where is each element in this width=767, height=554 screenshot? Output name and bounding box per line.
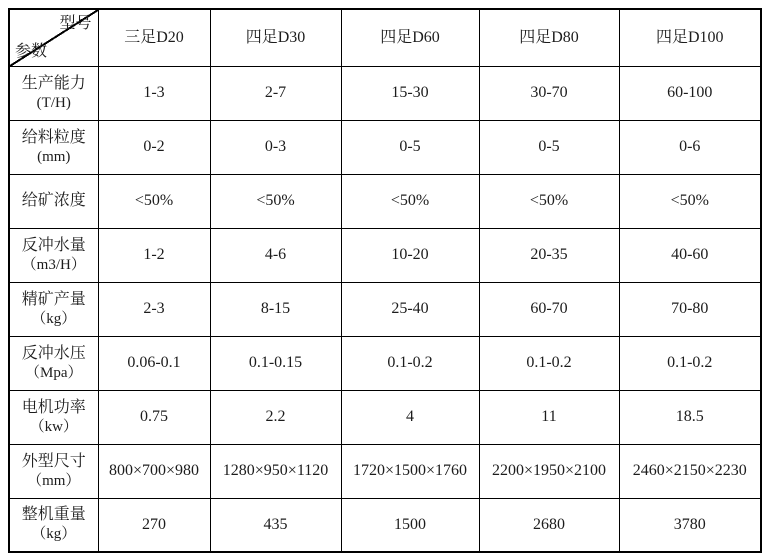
table-row (9, 498, 761, 552)
cell: 70-80 (619, 282, 761, 336)
table-row (9, 120, 761, 174)
cell: 4-6 (210, 228, 341, 282)
row-header (9, 282, 98, 336)
cell: 0.06-0.1 (98, 336, 210, 390)
cell: 0-5 (341, 120, 479, 174)
row-unit: （kg） (31, 310, 77, 327)
table-row (9, 66, 761, 120)
cell: <50% (619, 174, 761, 228)
row-label: 精矿产量 (21, 290, 86, 308)
row-header (9, 498, 98, 552)
row-unit: （kg） (31, 526, 77, 543)
row-header (9, 120, 98, 174)
cell: <50% (98, 174, 210, 228)
row-label: 整机重量 (21, 506, 86, 524)
cell: 2-3 (98, 282, 210, 336)
cell: <50% (210, 174, 341, 228)
cell: <50% (479, 174, 619, 228)
cell: 2.2 (210, 390, 341, 444)
row-header (9, 336, 98, 390)
row-header (9, 390, 98, 444)
cell: <50% (341, 174, 479, 228)
cell: 270 (98, 498, 210, 552)
cell: 0.1-0.2 (619, 336, 761, 390)
cell: 1720×1500×1760 (341, 444, 479, 498)
corner-label-model: 型号 (59, 15, 92, 32)
cell: 1280×950×1120 (210, 444, 341, 498)
row-header (9, 228, 98, 282)
cell: 0-6 (619, 120, 761, 174)
row-unit: (mm) (37, 148, 71, 165)
cell: 2-7 (210, 66, 341, 120)
cell: 15-30 (341, 66, 479, 120)
row-header (9, 174, 98, 228)
column-header: 四足D80 (479, 9, 619, 66)
row-unit: （m3/H） (21, 256, 86, 273)
cell: 3780 (619, 498, 761, 552)
row-label: 反冲水压 (21, 344, 86, 362)
table-row (9, 282, 761, 336)
cell: 1-3 (98, 66, 210, 120)
row-label: 电机功率 (21, 398, 86, 416)
column-header: 四足D60 (341, 9, 479, 66)
cell: 0.1-0.15 (210, 336, 341, 390)
row-unit: （mm） (27, 472, 81, 489)
cell: 0-3 (210, 120, 341, 174)
column-header: 四足D30 (210, 9, 341, 66)
row-label: 生产能力 (21, 74, 86, 92)
spec-table-container (8, 8, 762, 553)
cell: 11 (479, 390, 619, 444)
row-label: 外型尺寸 (21, 452, 86, 470)
table-row (9, 390, 761, 444)
cell: 1-2 (98, 228, 210, 282)
cell: 0-5 (479, 120, 619, 174)
row-unit: （Mpa） (25, 364, 83, 381)
cell: 4 (341, 390, 479, 444)
column-header: 三足D20 (98, 9, 210, 66)
cell: 0.1-0.2 (341, 336, 479, 390)
header-row (9, 9, 761, 66)
corner-label-parameter: 参数 (15, 42, 48, 60)
cell: 30-70 (479, 66, 619, 120)
cell: 2460×2150×2230 (619, 444, 761, 498)
spec-table (8, 8, 762, 553)
table-row (9, 228, 761, 282)
row-header (9, 66, 98, 120)
row-header (9, 444, 98, 498)
cell: 10-20 (341, 228, 479, 282)
cell: 20-35 (479, 228, 619, 282)
table-row (9, 336, 761, 390)
column-header: 四足D100 (619, 9, 761, 66)
row-unit: （kw） (29, 418, 78, 435)
row-unit: (T/H) (36, 94, 71, 111)
cell: 18.5 (619, 390, 761, 444)
cell: 2680 (479, 498, 619, 552)
cell: 0.75 (98, 390, 210, 444)
table-row (9, 444, 761, 498)
cell: 40-60 (619, 228, 761, 282)
cell: 1500 (341, 498, 479, 552)
cell: 8-15 (210, 282, 341, 336)
cell: 800×700×980 (98, 444, 210, 498)
cell: 435 (210, 498, 341, 552)
corner-header-cell (9, 9, 98, 66)
table-row (9, 174, 761, 228)
cell: 2200×1950×2100 (479, 444, 619, 498)
row-label: 给矿浓度 (21, 192, 86, 209)
row-label: 给料粒度 (21, 128, 86, 146)
cell: 60-70 (479, 282, 619, 336)
cell: 0-2 (98, 120, 210, 174)
row-label: 反冲水量 (21, 236, 86, 254)
cell: 60-100 (619, 66, 761, 120)
cell: 0.1-0.2 (479, 336, 619, 390)
cell: 25-40 (341, 282, 479, 336)
